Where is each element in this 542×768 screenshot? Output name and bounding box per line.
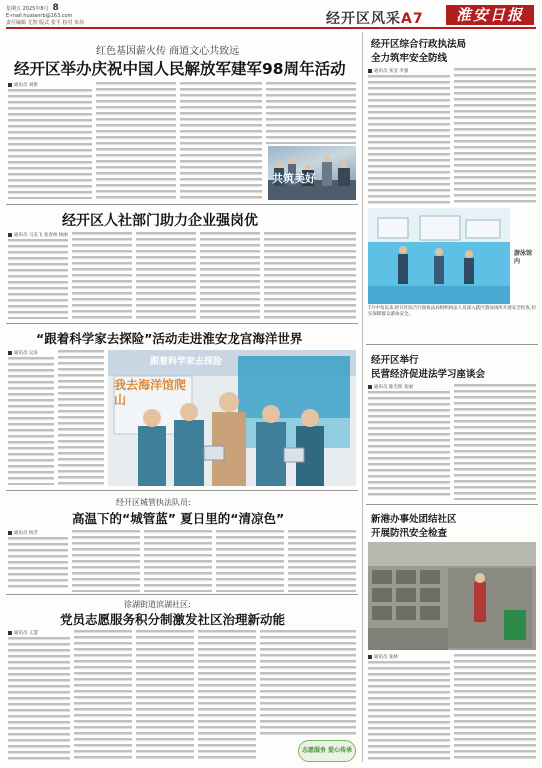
story1-headline: 经开区举办庆祝中国人民解放军建军98周年活动 bbox=[14, 60, 346, 78]
issue-date: 星期五 2025年8月 bbox=[6, 6, 49, 12]
volunteer-stamp: 志愿服务 爱心传承 bbox=[298, 740, 356, 762]
rule-story7 bbox=[366, 504, 538, 505]
kids-with-scientist-photo bbox=[108, 350, 356, 486]
story7-headline-line2: 民营经济促进法学习座谈会 bbox=[371, 369, 486, 380]
story8-col1 bbox=[368, 654, 450, 762]
story5-byline: 通讯员 王慧 bbox=[8, 630, 70, 637]
story1-col2 bbox=[96, 82, 176, 200]
editor-credits: 责任编辑 尤智 版式 张平 校对 朱伟 bbox=[6, 20, 84, 26]
story6-col2 bbox=[454, 68, 536, 206]
story3-byline: 通讯员 吴涛 bbox=[8, 350, 54, 357]
story5-col5 bbox=[260, 630, 356, 736]
flood-check-photo bbox=[368, 542, 536, 650]
story7-col1 bbox=[368, 384, 450, 500]
flood-inspection-photo bbox=[368, 542, 536, 650]
rule-story3 bbox=[6, 490, 358, 491]
page-number: 8 bbox=[52, 3, 59, 13]
story5-col2 bbox=[74, 630, 132, 762]
story5-col3 bbox=[136, 630, 194, 762]
story4-col2 bbox=[72, 530, 140, 592]
story7-col2 bbox=[454, 384, 536, 500]
masthead-rule bbox=[6, 27, 536, 29]
column-divider bbox=[362, 32, 363, 762]
story2-col4 bbox=[200, 232, 260, 320]
story2-col2 bbox=[72, 232, 132, 320]
story4-headline: 高温下的“城管蓝” 夏日里的“清凉色” bbox=[72, 511, 285, 526]
story4-col5 bbox=[288, 530, 356, 592]
story3-photo bbox=[108, 350, 356, 486]
story4-col4 bbox=[216, 530, 284, 592]
story2-col5 bbox=[264, 232, 356, 320]
story1-col4 bbox=[266, 82, 356, 144]
story3-col2 bbox=[58, 350, 104, 486]
story2-col3 bbox=[136, 232, 196, 320]
story1-byline: 通讯员 刘新 bbox=[8, 82, 92, 89]
story8-byline: 通讯员 张林 bbox=[368, 654, 450, 661]
section-page: A7 bbox=[401, 11, 424, 27]
story3-headline: “跟着科学家去探险”活动走进淮安龙宫海洋世界 bbox=[36, 331, 303, 346]
story4-kicker: 经开区城管执法队员: bbox=[116, 498, 191, 507]
story3-poster: 我去海洋馆爬山 bbox=[114, 378, 187, 407]
story3-col1 bbox=[8, 350, 54, 486]
story1-kicker: 红色基因薪火传 商道文心共致远 bbox=[96, 46, 240, 57]
story5-col1 bbox=[8, 630, 70, 762]
story6-byline: 通讯员 张莹 李强 bbox=[368, 68, 450, 75]
story5-kicker: 徐湖街道滨湖社区: bbox=[124, 600, 191, 609]
masthead-meta bbox=[6, 5, 84, 27]
story5-col4 bbox=[198, 630, 256, 762]
story6-photo-caption: 7月中旬以来,经开区综合行政执法局组织执法人员深入辖区游泳场所开展安全检查,切实保障群众游泳安全。 bbox=[368, 306, 536, 317]
photo-overlay-text: 共筑美好 bbox=[272, 172, 316, 185]
story4-col3 bbox=[144, 530, 212, 592]
rule-story1 bbox=[6, 204, 358, 205]
rule-story2 bbox=[6, 323, 358, 324]
contact-email: E-mail:huaianrb@163.com bbox=[6, 13, 73, 19]
story8-headline-line1: 新港办事处团结社区 bbox=[371, 514, 457, 525]
story8-headline-line2: 开展防汛安全检查 bbox=[371, 528, 448, 539]
story3-banner: 跟着科学家去探险 bbox=[150, 357, 223, 367]
story6-headline-line2: 全力筑牢安全防线 bbox=[371, 53, 448, 64]
story2-headline: 经开区人社部门助力企业强岗优 bbox=[62, 213, 258, 229]
story1-col1 bbox=[8, 82, 92, 200]
story2-byline: 通讯员 马美飞 张春林 杨丽 bbox=[8, 232, 68, 239]
story4-byline: 通讯员 杨芳 bbox=[8, 530, 68, 537]
story2-col1 bbox=[8, 232, 68, 320]
story4-col1 bbox=[8, 530, 68, 592]
story8-col2 bbox=[454, 654, 536, 762]
story7-byline: 通讯员 陈光辉 张丽 bbox=[368, 384, 450, 391]
swim-pool-photo bbox=[368, 208, 510, 304]
side-vertical-caption: 游泳馆内 bbox=[514, 250, 533, 265]
rule-story6 bbox=[366, 344, 538, 345]
paper-logo: 淮安日报 bbox=[446, 5, 534, 25]
pool-inspection-photo bbox=[368, 208, 510, 304]
story6-col1 bbox=[368, 68, 450, 206]
story7-headline-line1: 经开区举行 bbox=[371, 355, 419, 366]
section-title: 经开区风采A7 bbox=[326, 11, 424, 27]
rule-story4 bbox=[6, 594, 358, 595]
story1-col3 bbox=[180, 82, 262, 200]
story6-headline-line1: 经开区综合行政执法局 bbox=[371, 39, 467, 50]
story5-headline: 党员志愿服务积分制激发社区治理新动能 bbox=[60, 612, 286, 627]
